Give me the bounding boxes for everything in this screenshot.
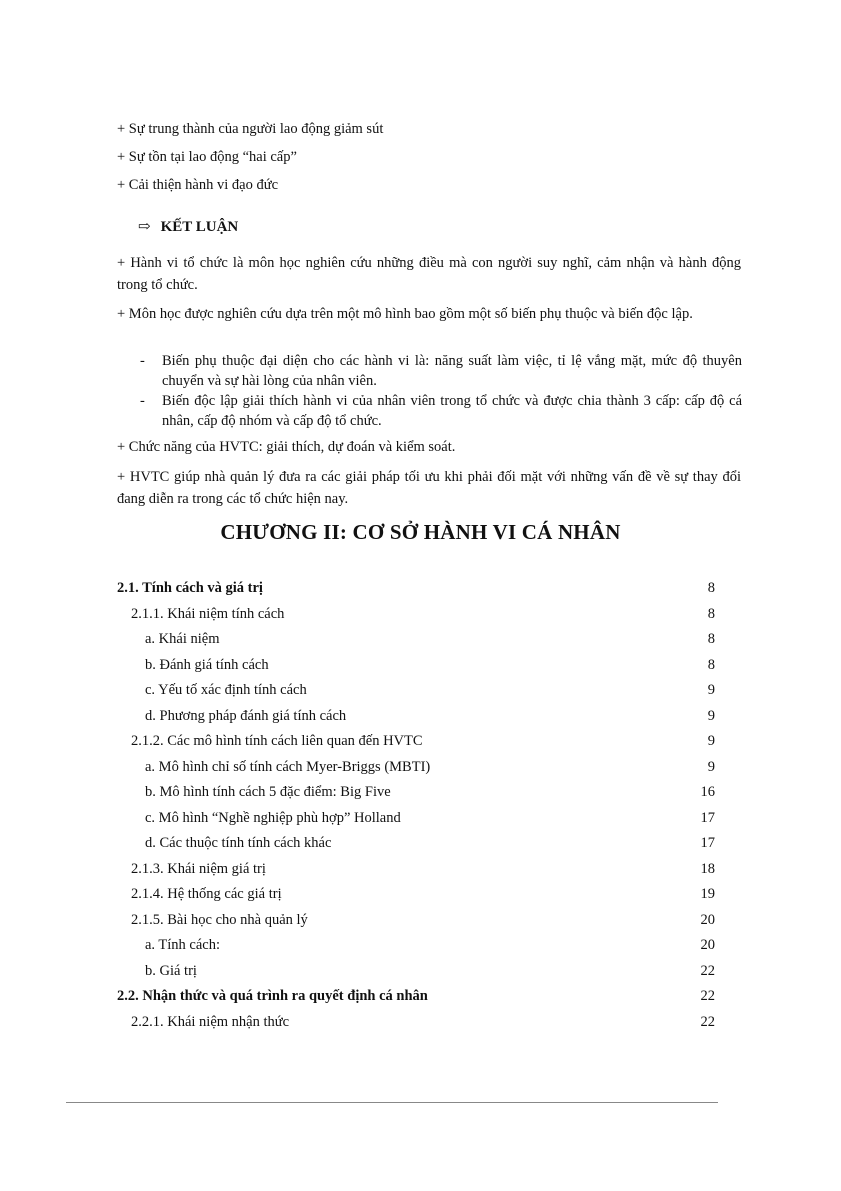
right-arrow-icon: ⇨ (138, 219, 151, 235)
bullet-text: Biến phụ thuộc đại diện cho các hành vi là: năng suất làm việc, tỉ lệ vắng mặt, mức độ thuyên chuyển và sự hài lòng của nhân viên. (162, 353, 742, 389)
bullet-dependent-variables (140, 351, 742, 391)
toc-entry-title: 2.1.2. Các mô hình tính cách liên quan đến HVTC (131, 733, 423, 749)
toc-entry-page: 22 (700, 988, 715, 1004)
toc-entry-page: 22 (700, 1013, 715, 1030)
toc-entry-page: 8 (707, 631, 715, 647)
toc-entry-page: 16 (700, 784, 715, 800)
toc-entry-page: 8 (707, 605, 715, 622)
toc-entry-page: 19 (700, 886, 715, 902)
toc-entry-title: b. Đánh giá tính cách (145, 656, 269, 673)
bullet-independent-variables (140, 391, 742, 431)
toc-entry-title: 2.1.5. Bài học cho nhà quản lý (131, 911, 308, 928)
toc-entry-title: 2.2. Nhận thức và quá trình ra quyết định cá nhân (117, 988, 428, 1004)
toc-entry-title: c. Mô hình “Nghề nghiệp phù hợp” Holland (145, 809, 401, 826)
toc-entry-title: b. Giá trị (145, 962, 197, 979)
toc-entry-title: a. Mô hình chỉ số tính cách Myer-Briggs (MBTI) (145, 758, 431, 775)
toc-entry-page: 17 (700, 835, 715, 851)
toc-entry-title: a. Tính cách: (145, 937, 221, 953)
bullet-text: Biến độc lập giải thích hành vi của nhân viên trong tổ chức và được chia thành 3 cấp: cấp độ cá nhân, cấp độ nhóm và cấp độ tổ chức. (162, 393, 742, 429)
toc-entry-title: c. Yếu tố xác định tính cách (145, 682, 307, 698)
toc-entry-page: 22 (700, 962, 715, 979)
bullet-dash: - (140, 353, 145, 369)
toc-entry-page: 18 (700, 860, 715, 877)
bullet-dash: - (140, 393, 145, 409)
toc-entry-page: 20 (700, 937, 715, 953)
toc-entry-page: 9 (707, 758, 715, 775)
toc-entry-page: 9 (707, 707, 715, 724)
paragraph-model: + Môn học được nghiên cứu dựa trên một mô hình bao gồm một số biến phụ thuộc và biến độc lập. (117, 306, 693, 322)
toc-entry-page: 17 (700, 809, 715, 826)
chapter-title: CHƯƠNG II: CƠ SỞ HÀNH VI CÁ NHÂN (220, 520, 621, 544)
toc-entry-title: b. Mô hình tính cách 5 đặc điểm: Big Five (145, 784, 391, 800)
toc-entry-title: a. Khái niệm (145, 631, 220, 647)
conclusion-heading (138, 217, 238, 236)
paragraph-ob-benefits: + HVTC giúp nhà quản lý đưa ra các giải pháp tối ưu khi phải đối mặt với những vấn đề về sự thay đổi đang diễn ra trong các tổ chức hiện nay. (117, 469, 741, 507)
ethics-item: + Cải thiện hành vi đạo đức (117, 177, 279, 193)
two-tier-labor-item: + Sự tồn tại lao động “hai cấp” (117, 149, 297, 165)
loyalty-item: + Sự trung thành của người lao động giảm sút (117, 121, 384, 137)
toc-entry-title: 2.1.3. Khái niệm giá trị (131, 860, 266, 877)
footer-rule (66, 1102, 718, 1103)
conclusion-label: KẾT LUẬN (160, 219, 239, 235)
toc-entry-title: 2.1.4. Hệ thống các giá trị (131, 886, 282, 902)
paragraph-ob-functions: + Chức năng của HVTC: giải thích, dự đoán và kiểm soát. (117, 439, 456, 455)
toc-entry-title: 2.2.1. Khái niệm nhận thức (131, 1013, 290, 1030)
toc-entry-title: d. Phương pháp đánh giá tính cách (145, 707, 347, 724)
toc-entry-title: 2.1.1. Khái niệm tính cách (131, 605, 285, 622)
toc-entry-page: 20 (700, 911, 715, 928)
toc-entry-page: 8 (707, 580, 715, 596)
paragraph-ob-definition: + Hành vi tổ chức là môn học nghiên cứu những điều mà con người suy nghĩ, cảm nhận và hành động trong tổ chức. (117, 255, 741, 293)
toc-entry-page: 9 (707, 682, 715, 698)
toc-entry-page: 9 (707, 733, 715, 749)
toc-entry-title: d. Các thuộc tính tính cách khác (145, 835, 332, 851)
toc-entry-title: 2.1. Tính cách và giá trị (117, 580, 263, 596)
toc-entry-page: 8 (707, 656, 715, 673)
